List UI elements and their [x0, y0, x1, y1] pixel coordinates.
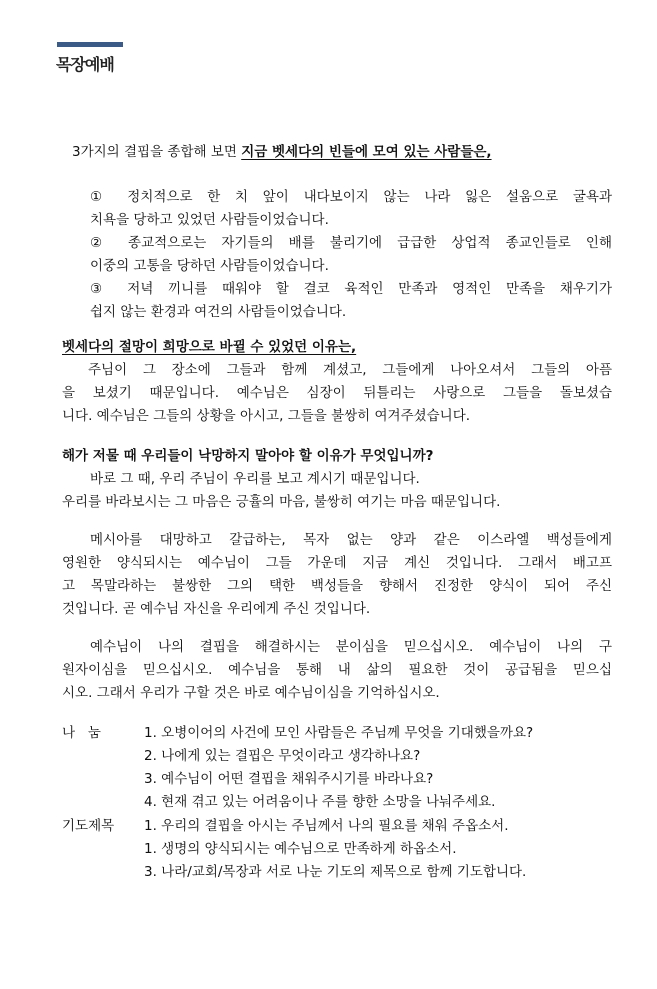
- believe-line-2: 원자이심을 믿으십시오. 예수님을 통해 내 삶의 필요한 것이 공급됨을 믿으십: [62, 662, 612, 678]
- hope-line-2: 을 보셨기 때문입니다. 예수님은 심장이 뒤틀리는 사랑으로 그들을 돌보셨습: [62, 385, 612, 401]
- messiah-line-1: 메시아를 대망하고 갈급하는, 목자 없는 양과 같은 이스라엘 백성들에게: [90, 532, 612, 548]
- believe-line-3: 시오. 그래서 우리가 구할 것은 바로 예수님이심을 기억하십시오.: [62, 685, 440, 701]
- sharing-list: [144, 722, 533, 814]
- deficits-list: [90, 186, 612, 324]
- sharing-item-2: 2. 나에게 있는 결핍은 무엇이라고 생각하나요?: [144, 748, 421, 764]
- believe-section: [62, 636, 612, 705]
- sunset-heading: 해가 저물 때 우리들이 낙망하지 말아야 할 이유가 무엇입니까?: [62, 448, 434, 464]
- sunset-line-2: 우리를 바라보시는 그 마음은 긍휼의 마음, 불쌍히 여기는 마음 때문입니다.: [62, 494, 501, 510]
- sunset-line-1: 바로 그 때, 우리 주님이 우리를 보고 계시기 때문입니다.: [90, 471, 420, 487]
- messiah-line-4: 것입니다. 곧 예수님 자신을 우리에게 주신 것입니다.: [62, 601, 371, 617]
- prayer-item-2: 1. 생명의 양식되시는 예수님으로 만족하게 하옵소서.: [144, 841, 457, 857]
- prayer-item-1: 1. 우리의 결핍을 아시는 주님께서 나의 필요를 채워 주옵소서.: [144, 818, 509, 834]
- deficit-1-line-2: 치욕을 당하고 있었던 사람들이었습니다.: [90, 212, 329, 228]
- messiah-line-2: 영원한 양식되시는 예수님이 그들 가운데 지금 계신 것입니다. 그래서 배고프: [62, 555, 612, 571]
- intro-emphasis: 지금 벳세다의 빈들에 모여 있는 사람들은,: [241, 144, 492, 160]
- prayer-label: 기도제목: [62, 818, 115, 834]
- believe-line-1: 예수님이 나의 결핍을 해결하시는 분이심을 믿으십시오. 예수님이 나의 구: [90, 639, 612, 655]
- deficit-3-line-2: 쉽지 않는 환경과 여건의 사람들이었습니다.: [90, 304, 347, 320]
- sharing-item-4: 4. 현재 겪고 있는 어려움이나 주를 향한 소망을 나눠주세요.: [144, 794, 496, 810]
- hope-line-1: 주님이 그 장소에 그들과 함께 계셨고, 그들에게 나아오셔서 그들의 아픔: [88, 362, 612, 378]
- header-accent-bar: [57, 42, 123, 47]
- hope-line-3: 니다. 예수님은 그들의 상황을 아시고, 그들을 불쌍히 여겨주셨습니다.: [62, 408, 471, 424]
- deficit-2-line-1: ② 종교적으로는 자기들의 배를 불리기에 급급한 상업적 종교인들로 인해: [90, 235, 612, 251]
- prayer-section: [62, 815, 622, 884]
- prayer-item-3: 3. 나라/교회/목장과 서로 나눈 기도의 제목으로 함께 기도합니다.: [144, 864, 527, 880]
- hope-heading: 벳세다의 절망이 희망으로 바뀔 수 있었던 이유는,: [62, 339, 357, 355]
- sharing-item-1: 1. 오병이어의 사건에 모인 사람들은 주님께 무엇을 기대했을까요?: [144, 725, 534, 741]
- deficit-3-line-1: ③ 저녁 끼니를 때워야 할 결코 육적인 만족과 영적인 만족을 채우기가: [90, 281, 612, 297]
- deficit-2-line-2: 이중의 고통을 당하던 사람들이었습니다.: [90, 258, 329, 274]
- sunset-section: [62, 445, 612, 514]
- intro-line: [62, 141, 612, 164]
- sharing-item-3: 3. 예수님이 어떤 결핍을 채워주시기를 바라나요?: [144, 771, 434, 787]
- intro-lead: 3가지의 결핍을 종합해 보면: [72, 144, 242, 160]
- sharing-section: [62, 722, 622, 814]
- messiah-line-3: 고 목말라하는 불쌍한 그의 택한 백성들을 향해서 진정한 양식이 되어 주신: [62, 578, 612, 594]
- hope-section: [62, 336, 612, 428]
- sharing-label: 나 눔: [62, 725, 101, 741]
- prayer-list: [144, 815, 526, 884]
- page-title: 목장예배: [56, 55, 114, 74]
- messiah-section: [62, 529, 612, 621]
- deficit-1-line-1: ① 정치적으로 한 치 앞이 내다보이지 않는 나라 잃은 설움으로 굴욕과: [90, 189, 612, 205]
